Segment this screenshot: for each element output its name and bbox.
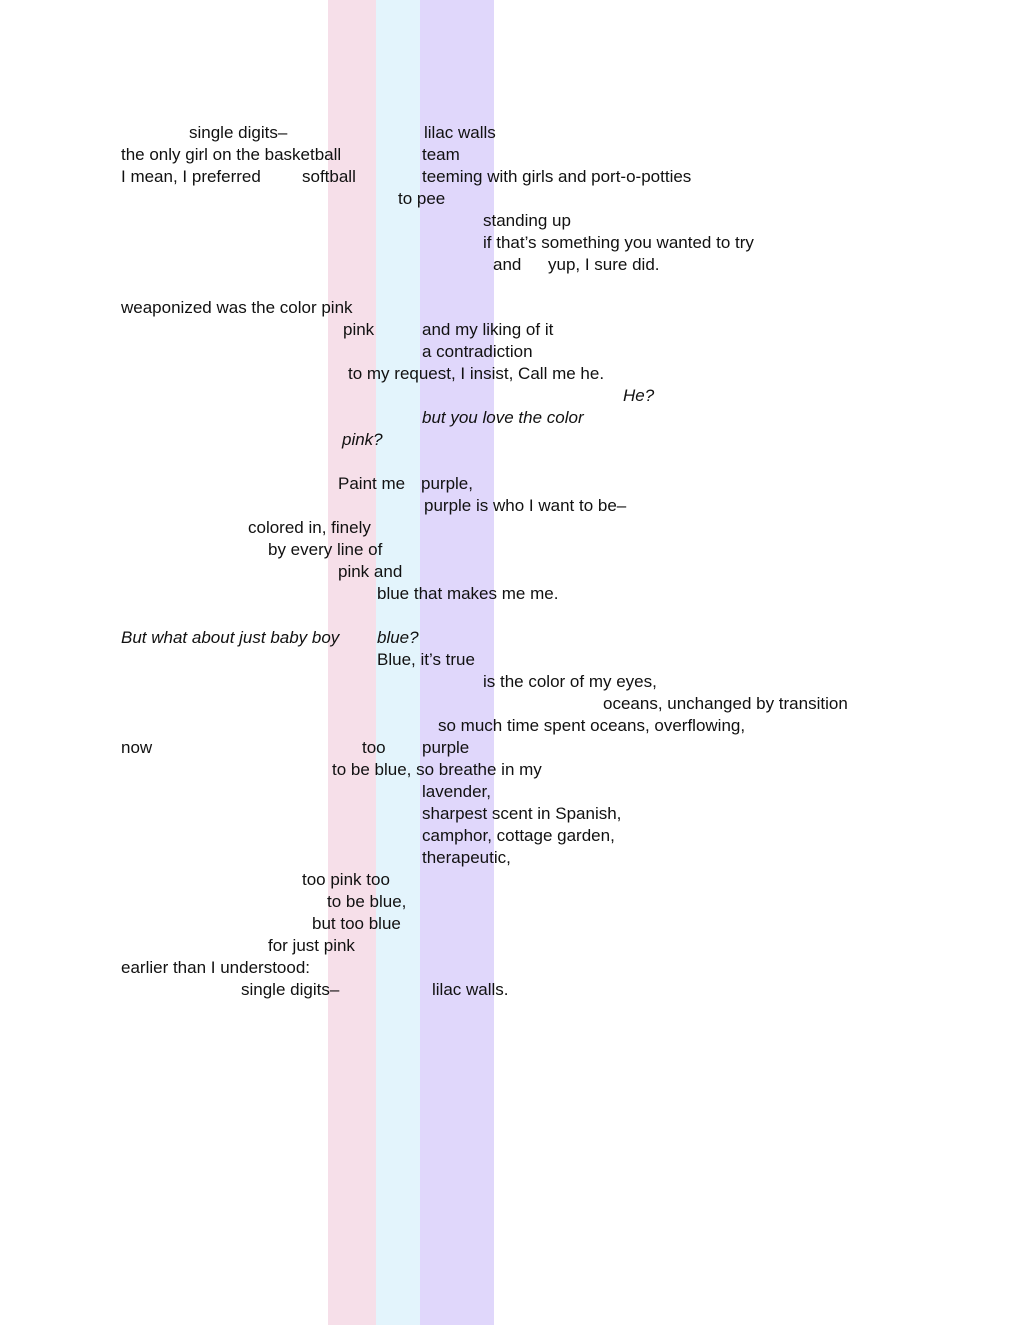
poem-line: I mean, I preferred <box>121 167 261 186</box>
poem-line: blue that makes me me. <box>377 584 559 603</box>
poem-line: standing up <box>483 211 571 230</box>
poem-line: pink and <box>338 562 403 581</box>
poem-line: purple, <box>421 474 473 493</box>
poem-line: lilac walls <box>424 123 496 142</box>
poem-line: the only girl on the basketball <box>121 145 342 164</box>
poem-line: softball <box>302 167 356 186</box>
poem-line: and my liking of it <box>422 320 554 339</box>
poem-line: single digits– <box>241 980 340 999</box>
poem-line: single digits– <box>189 123 288 142</box>
poem-line: to my request, I insist, Call me he. <box>348 364 605 383</box>
poem-line: and <box>493 255 522 274</box>
poem-line: Blue, it’s true <box>377 650 475 669</box>
poem-line: oceans, unchanged by transition <box>603 694 848 713</box>
poem-line: teeming with girls and port-o-potties <box>422 167 692 186</box>
poem-line: colored in, finely <box>248 518 371 537</box>
poem-line: purple is who I want to be– <box>424 496 627 515</box>
poem-line: but too blue <box>312 914 401 933</box>
poem-line: to pee <box>398 189 446 208</box>
poem-line: if that’s something you wanted to try <box>483 233 754 252</box>
poem-line: too pink too <box>302 870 390 889</box>
poem-line: weaponized was the color pink <box>121 298 353 317</box>
poem-line: pink? <box>342 430 383 449</box>
poem-line: team <box>422 145 460 164</box>
poem-line: lavender, <box>422 782 491 801</box>
poem-line: therapeutic, <box>422 848 511 867</box>
poem-line: sharpest scent in Spanish, <box>422 804 622 823</box>
poem-line: lilac walls. <box>432 980 509 999</box>
poem-line: so much time spent oceans, overflowing, <box>438 716 746 735</box>
poem-line: purple <box>422 738 470 757</box>
poem-line: camphor, cottage garden, <box>422 826 615 845</box>
poem-line: earlier than I understood: <box>121 958 311 977</box>
poem-line: to be blue, <box>327 892 407 911</box>
poem-line: now <box>121 738 153 757</box>
poem-line: too <box>362 738 386 757</box>
poem-line: But what about just baby boy <box>121 628 340 647</box>
poem-line: by every line of <box>268 540 383 559</box>
poem-line: is the color of my eyes, <box>483 672 657 691</box>
poem-line: Paint me <box>338 474 406 493</box>
poem-line: a contradiction <box>422 342 533 361</box>
poem-line: blue? <box>377 628 419 647</box>
poem-line: for just pink <box>268 936 355 955</box>
poem-line: but you love the color <box>422 408 584 427</box>
poem-line: He? <box>623 386 655 405</box>
poem-line: pink <box>343 320 375 339</box>
poem-line: to be blue, so breathe in my <box>332 760 542 779</box>
poem-line: yup, I sure did. <box>548 255 660 274</box>
